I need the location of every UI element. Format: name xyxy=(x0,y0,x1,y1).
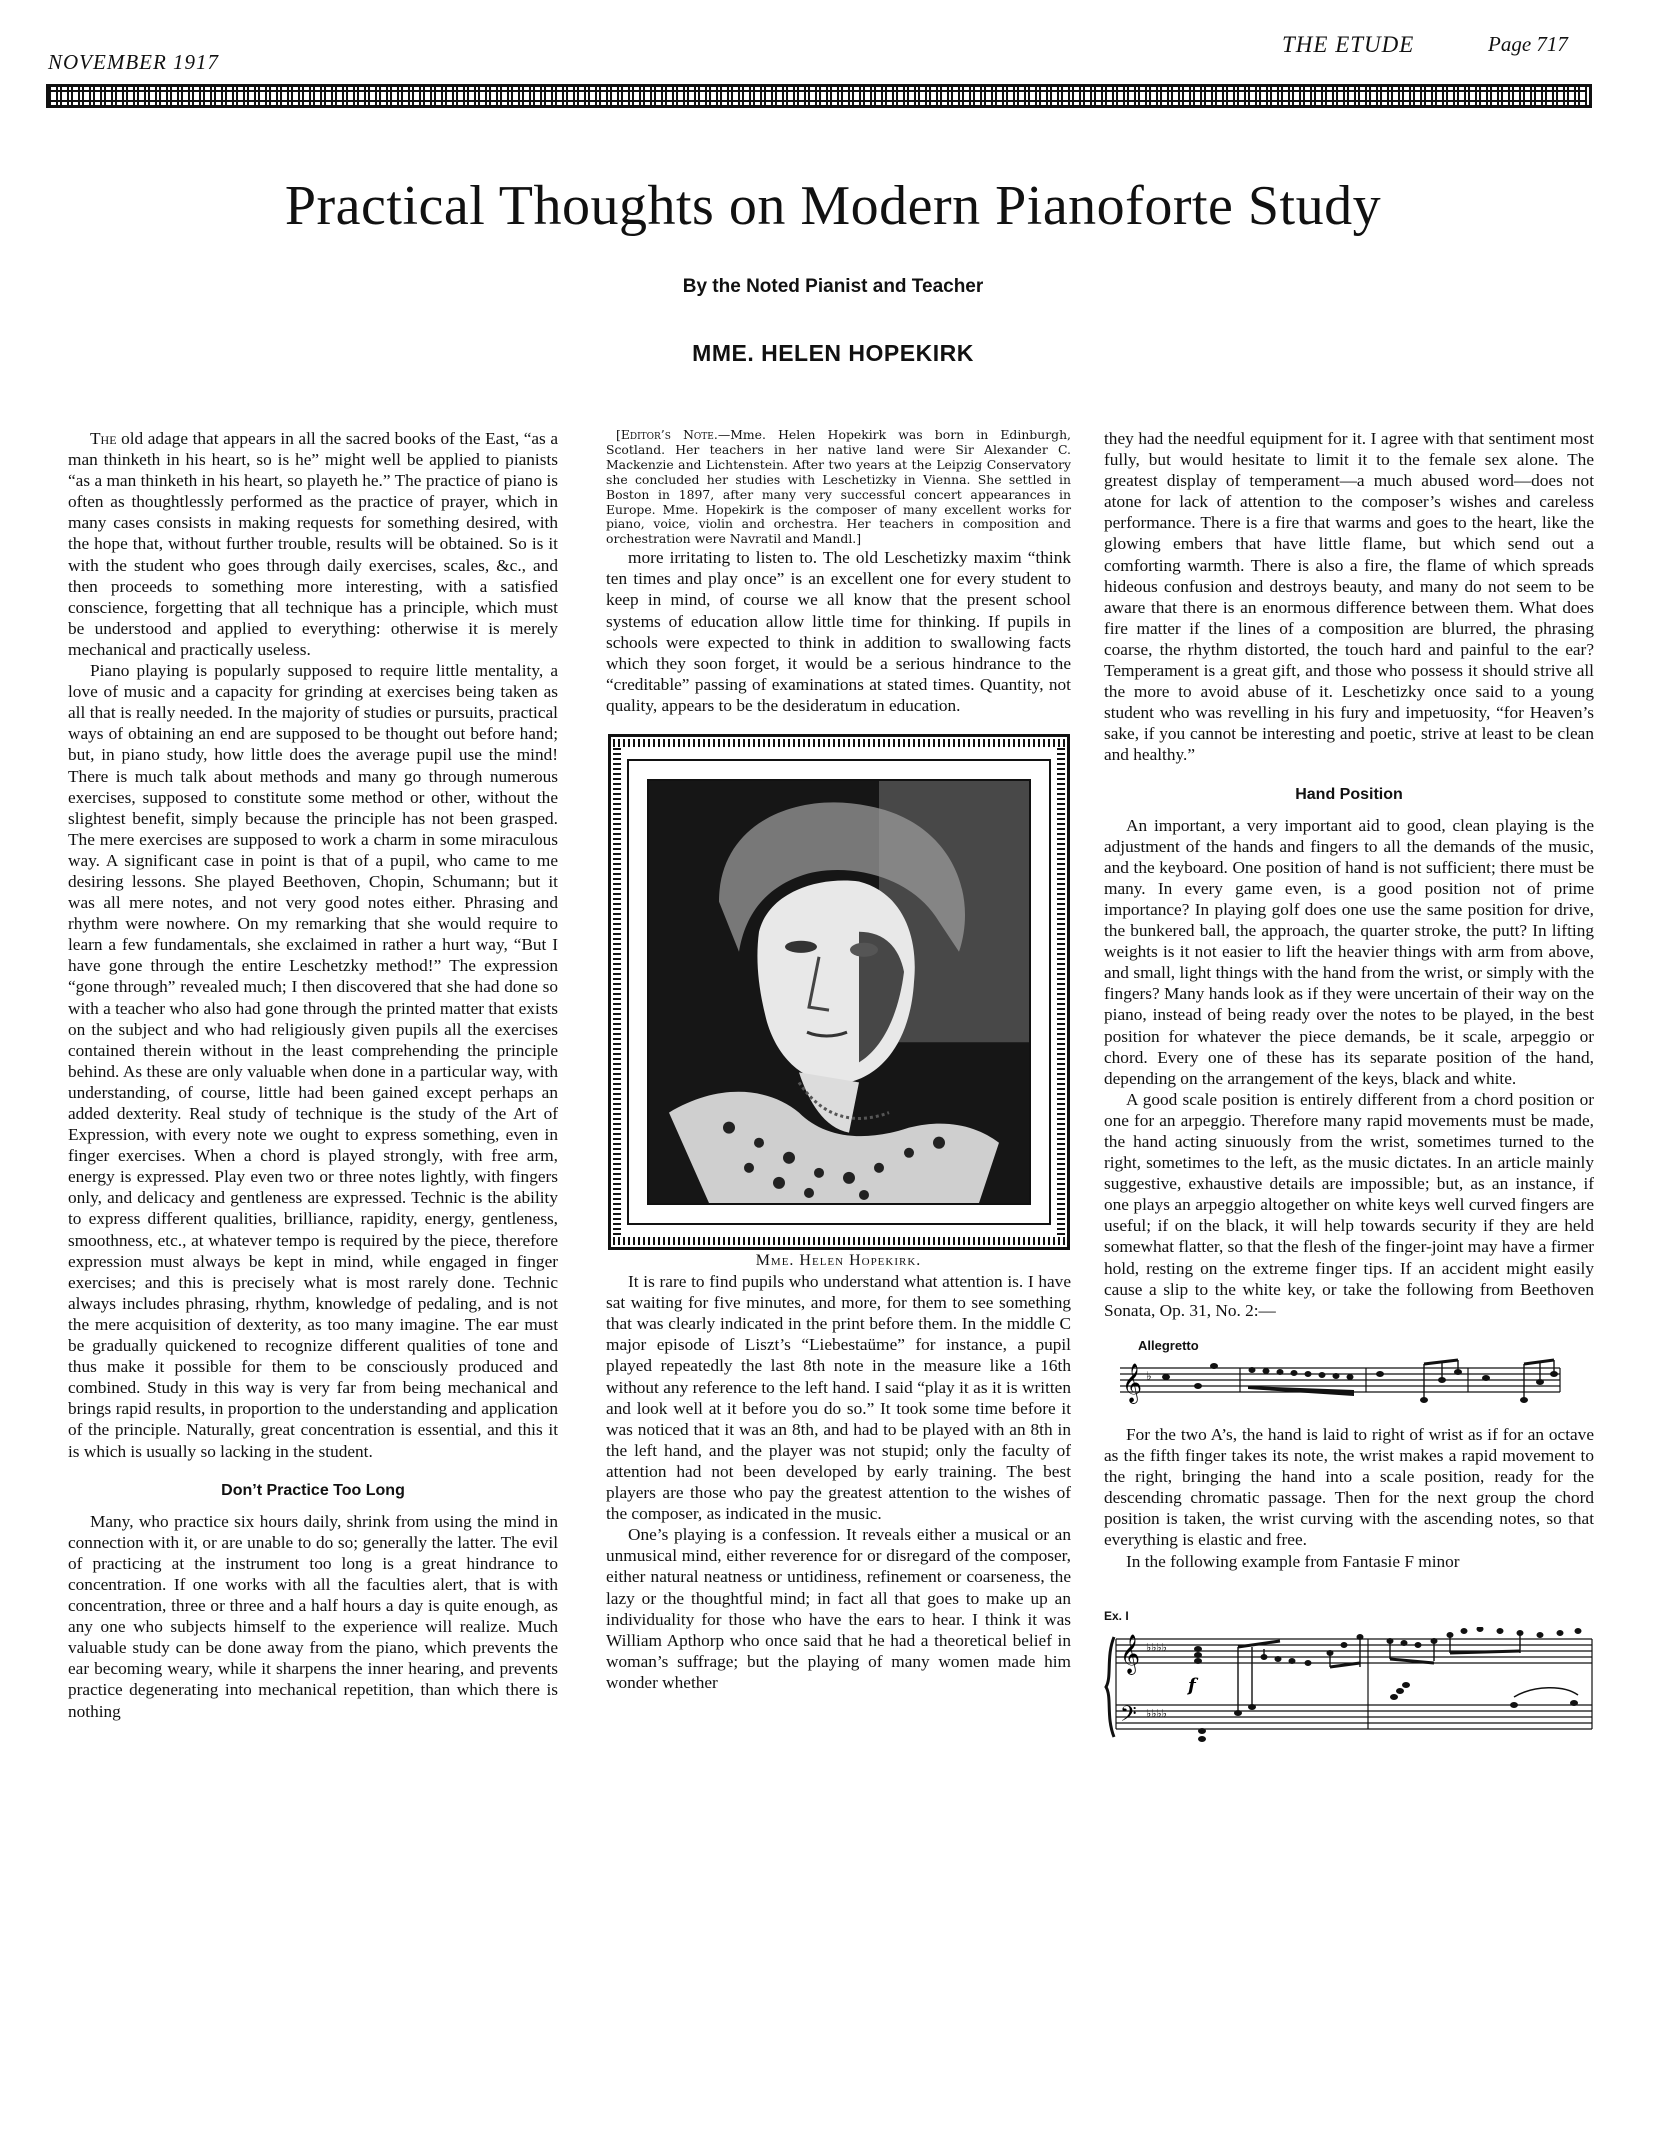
article-byline: By the Noted Pianist and Teacher xyxy=(682,276,984,297)
portrait-frame xyxy=(608,734,1070,1250)
paragraph: It is rare to find pupils who understand what attention is. I have sat waiting for five minutes, and more, for them to see something that was clearly indicated in the print before them. In the middle C major episode of Liszt’s “Liebestaüme” for instance, a pupil played repeatedly the last 8th note in the measure like a 16th without any reference to the left hand. I said “play it as it is written and look well at it before you do so.” It took some time before it was noticed that it was an 8th, and had to be played with an 8th in the left hand, and the player was not stupid; only the faculty of attention had not been developed by early training. The best players are those who pay the greatest attention to the wishes of the composer, as indicated in the music. xyxy=(606,1272,1071,1524)
column-1 xyxy=(68,428,558,1722)
key-signature-flats-bass: ♭♭♭♭ xyxy=(1146,1706,1167,1720)
dynamic-forte: f xyxy=(1188,1674,1196,1696)
example-label: Ex. I xyxy=(1104,1608,1129,1623)
key-signature-flats-treble: ♭♭♭♭ xyxy=(1146,1640,1167,1654)
running-head xyxy=(0,30,1666,74)
portrait-mat xyxy=(627,759,1051,1225)
greek-key-border-rule xyxy=(46,84,1592,108)
portrait-image xyxy=(649,781,1029,1203)
portrait-photo xyxy=(647,779,1031,1205)
paragraph: A good scale position is entirely different from a chord position or one for an arpeggio. Therefore many rapid movements must be made, the hand acting sinuously from the wrist, sometimes turned to the right, sometimes to the left, as the music dictates. In an article mainly suggestive, exhaustive details are impossible; but, as an instance, if one plays an arpeggio altogether on white keys well curved fingers are useful; if on the black, it will help towards security if they are held somewhat flatter, so that the flesh of the finger-joint may have a firmer hold, resting on the extreme finger tips. If an accident might easily cause a slip to the white key, or take the following from Beethoven Sonata, Op. 31, No. 2:— xyxy=(1104,1089,1594,1320)
music-example-fantasie xyxy=(1104,1606,1594,1747)
paragraph: more irritating to listen to. The old Leschetizky maxim “think ten times and play once” is an excellent one for every student to keep in mind, of course we all know that the present school systems of education allow little time for thinking. If pupils in schools were expected to think in addition to swallowing facts which they soon forget, it would be a serious hindrance to the “creditable” passing of examinations at stated times. Quantity, not quality, appears to be the desideratum in education. xyxy=(606,548,1071,715)
paragraph: An important, a very important aid to good, clean playing is the adjustment of the hands and fingers to all the demands of the music, and the keyboard. One position of hand is not sufficient; there must be many. In every game even, is a good position not of prime importance? In playing golf does one use the same position for drive, the bunkered ball, the approach, the quarter stroke, the putt? In lifting weights is it not easier to lift the heavier things with arm from above, and small, light things with the hand from the wrist, or simply with the fingers? Many hands look as if they were uncertain of their way on the piano, instead of being ready over the notes to be played, in the best position for whatever the piece demands, be it scale, arpeggio or chord. Every one of these has its separate position of the hand, depending on the arrangement of the keys, black and white. xyxy=(1104,815,1594,1088)
editors-note-label: [Editor’s Note. xyxy=(616,427,718,442)
editors-note xyxy=(606,428,1071,547)
issue-date: NOVEMBER 1917 xyxy=(48,50,220,74)
flat-sign-icon: ♭ xyxy=(1146,1368,1152,1383)
page-number: Page 717 xyxy=(1488,32,1568,56)
section-heading: Don’t Practice Too Long xyxy=(221,1481,405,1499)
treble-clef-icon: 𝄞 xyxy=(1122,1362,1143,1403)
article-title: Practical Thoughts on Modern Pianoforte Study xyxy=(284,175,1382,237)
magazine-name: THE ETUDE xyxy=(1282,32,1415,57)
treble-clef-icon: 𝄞 xyxy=(1120,1633,1141,1674)
music-example-beethoven xyxy=(1104,1335,1594,1414)
musical-staff-single xyxy=(1104,1356,1564,1414)
column-3 xyxy=(1104,428,1594,1757)
paragraph: For the two A’s, the hand is laid to right of wrist as if for an octave as the fifth finger takes its note, the wrist makes a rapid movement to the right, bringing the hand into a scale position, ready for the descending chromatic passage. Then for the next group the chord position is taken, the wrist curving with the ascending notes, so that everything is elastic and free. xyxy=(1104,1424,1594,1550)
notes xyxy=(1162,1363,1558,1403)
bass-clef-icon: 𝄢 xyxy=(1120,1701,1137,1732)
paragraph: Many, who practice six hours daily, shrink from using the mind in connection with it, or are unable to do so; generally the latter. The evil of practicing at the instrument too long is a great hindrance to concentration. If one works with all the faculties alert, that is with concentration, three or three and a half hours a day is quite enough, as any one who subjects himself to the experience will realize. Much valuable study can be done away from the piano, which prevents the ear becoming weary, while it sharpens the inner hearing, and prevents practice degenerating into mechanical repetition, than which there is nothing xyxy=(68,1511,558,1721)
article-author: MME. HELEN HOPEKIRK xyxy=(692,340,974,366)
drop-lead-word: The xyxy=(90,429,117,448)
paragraph: Piano playing is popularly supposed to require little mentality, a love of music and a capacity for grinding at exercises being taken as all that is really needed. In the majority of studies or pursuits, practical ways of obtaining an end are supposed to be thought out before hand; but, in piano study, how little does the average pupil use the mind! There is much talk about methods and many go through numerous exercises, supposed to constitute some method or other, without the slightest benefit, simply because the principle has not been grasped. The mere exercises are supposed to work a charm in some miraculous way. A significant case in point is that of a pupil, who came to me desiring lessons. She played Beethoven, Chopin, Schumann; but it was all mere notes, and not very good notes either. Phrasing and rhythm were nowhere. On my remarking that she would require to learn a few fundamentals, she exclaimed in rather a hurt way, “But I have gone through the entire Leschetzky method!” The expression “gone through” revealed much; I then discovered that she had done so with a teacher who also had gone through the printed matter that exists on the subject and who had religiously given pupils all the exercises contained therein without in the least comprehending the principle behind. As these are only valuable when done in a particular way, with understanding, of course, little had been gained except perhaps an added dexterity. Real study of technique is the study of the Art of Expression, with every note we ought to express something, even in finger exercises. When a chord is played strongly, with free arm, energy is expressed. Play even two or three notes lightly, with fingers only, and delicacy and gentleness are expressed. Technic is the ability to express different qualities, brilliance, rapidity, energy, gentleness, smoothness, etc., at whatever tempo is required by the piece, therefore expression must always be kept in mind, while engaged in finger exercises; and this is precisely what is most rarely done. Technic always includes phrasing, rhythm, knowledge of pedaling, and is not the mere acquisition of dexterity, as too many imagine. The ear must be gradually quickened to recognize different qualities of tone and thus make it possible for them to be consciously produced and combined. Study in this way is very far from being mechanical and brings rapid results, in proportion to the understanding and application of the principle. Naturally, great concentration is essential, and this it is which is usually so lacking in the student. xyxy=(68,661,558,1461)
column-2 xyxy=(606,428,1071,1693)
paragraph: In the following example from Fantasie F minor xyxy=(1126,1551,1460,1571)
portrait-caption: Mme. Helen Hopekirk. xyxy=(755,1252,922,1269)
brace-icon xyxy=(1106,1637,1114,1737)
paragraph: One’s playing is a confession. It reveals either a musical or an unmusical mind, either reverence for or disregard of the composer, either natural neatness or untidiness, refinement or coarseness, the lazy or the thoughtful mind; in fact all that goes to make up an individuality for those who have the ears to hear. I think it was William Apthorp who once said that he had a theoretical belief in woman’s suffrage; but the playing of many women made him wonder whether xyxy=(606,1525,1071,1692)
musical-grand-staff xyxy=(1104,1627,1594,1747)
editors-note-text: —Mme. Helen Hopekirk was born in Edinburgh, Scotland. Her teachers in her native land were Sir Alexander C. Mackenzie and Lichtenstein. After two years at the Leipzig Conservatory she concluded her studies with Leschetizky in Vienna. She settled in Boston in 1897, after many very successful concert appearances in Europe. Mme. Hopekirk is the composer of many excellent works for piano, voice, violin and orchestra. Her teachers in composition and orchestration were Navratil and Mandl.] xyxy=(606,427,1071,547)
paragraph-text: old adage that appears in all the sacred books of the East, “as a man thinketh in his heart, so is he” might well be applied to pianists “as a man thinketh in his heart, so playeth he.” The practice of piano is often as thoughtlessly performed as the practice of prayer, which in many cases consists in making requests for something desired, with the hope that, without further trouble, results will be obtained. So is it with the student who goes through daily exercises, scales, &c., and then proceeds to something more interesting, with a satisfied conscience, forgetting that all technique has a principle, which must be understood and applied to everything: otherwise it is merely mechanical and practically useless. xyxy=(68,429,558,659)
tempo-marking: Allegretto xyxy=(1138,1337,1199,1353)
paragraph: they had the needful equipment for it. I agree with that sentiment most fully, but would hesitate to limit it to the female sex alone. The greatest display of temperament—a much abused word—does not atone for lack of attention to the composer’s wishes and careless performance. There is a fire that warms and goes to the heart, like the glowing embers that have little flame, but which send out a comforting warmth. There is also a fire, the flame of which spreads hideous confusion and destroys beauty, and many do not seem to be aware that there is an enormous difference between them. What does fire matter if the lines of a composition are blurred, the phrasing coarse, the rhythm distorted, the touch hard and painful to the ear? Temperament is a great gift, and those who possess it should strive all the more to avoid abuse of it. Leschetizky once said to a young student who was revelling in his fury and impetuosity, “for Heaven’s sake, if you cannot be interesting and poetic, strive at least to be clean and healthy.” xyxy=(1104,429,1594,765)
section-heading: Hand Position xyxy=(1295,785,1403,803)
paragraph xyxy=(68,428,558,660)
slur xyxy=(1514,1687,1578,1696)
